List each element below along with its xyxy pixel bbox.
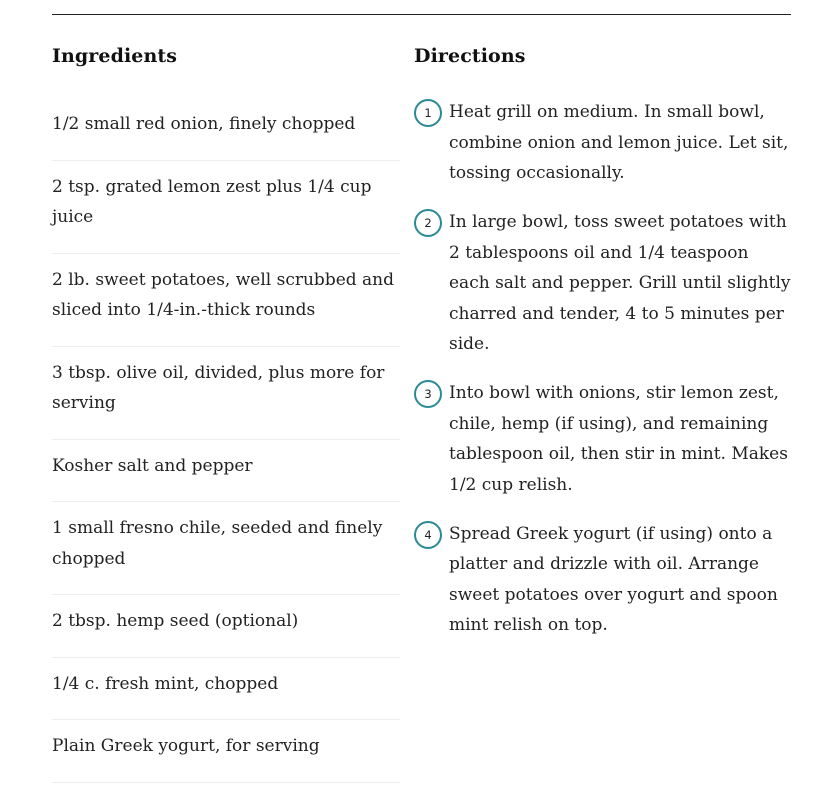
- direction-step: [414, 208, 794, 360]
- step-number-badge: 3: [414, 380, 442, 408]
- ingredient-item: 2 tbsp. hemp seed (optional): [52, 605, 400, 658]
- ingredient-list: [52, 108, 400, 783]
- ingredient-item: 3 tbsp. olive oil, divided, plus more for serving: [52, 357, 400, 440]
- ingredient-item: Kosher salt and pepper: [52, 450, 400, 503]
- direction-list: [414, 98, 794, 641]
- top-divider: [52, 14, 791, 15]
- directions-section: [414, 42, 794, 660]
- step-text: Spread Greek yogurt (if using) onto a platter and drizzle with oil. Arrange sweet potatoes over yogurt and spoon mint relish on top.: [449, 523, 778, 635]
- ingredient-item: 1/2 small red onion, finely chopped: [52, 108, 400, 161]
- ingredients-section: [52, 42, 400, 793]
- ingredient-item: 1/4 c. fresh mint, chopped: [52, 668, 400, 721]
- step-text: Heat grill on medium. In small bowl, combine onion and lemon juice. Let sit, tossing occasionally.: [449, 102, 789, 183]
- step-text: In large bowl, toss sweet potatoes with 2 tablespoons oil and 1/4 teaspoon each salt and pepper. Grill until slightly charred and tender, 4 to 5 minutes per side.: [449, 212, 791, 354]
- step-text: Into bowl with onions, stir lemon zest, chile, hemp (if using), and remaining tablespoon oil, then stir in mint. Makes 1/2 cup relish.: [449, 383, 788, 495]
- direction-step: [414, 98, 794, 189]
- direction-step: [414, 379, 794, 500]
- ingredient-item: 2 lb. sweet potatoes, well scrubbed and sliced into 1/4-in.-thick rounds: [52, 264, 400, 347]
- ingredient-item: 1 small fresno chile, seeded and finely chopped: [52, 512, 400, 595]
- directions-heading: Directions: [414, 45, 526, 67]
- direction-step: [414, 520, 794, 641]
- ingredients-heading: Ingredients: [52, 45, 178, 67]
- step-number-badge: 2: [414, 209, 442, 237]
- ingredient-item: 2 tsp. grated lemon zest plus 1/4 cup juice: [52, 171, 400, 254]
- step-number-badge: 1: [414, 99, 442, 127]
- ingredient-item: Plain Greek yogurt, for serving: [52, 730, 400, 783]
- step-number-badge: 4: [414, 521, 442, 549]
